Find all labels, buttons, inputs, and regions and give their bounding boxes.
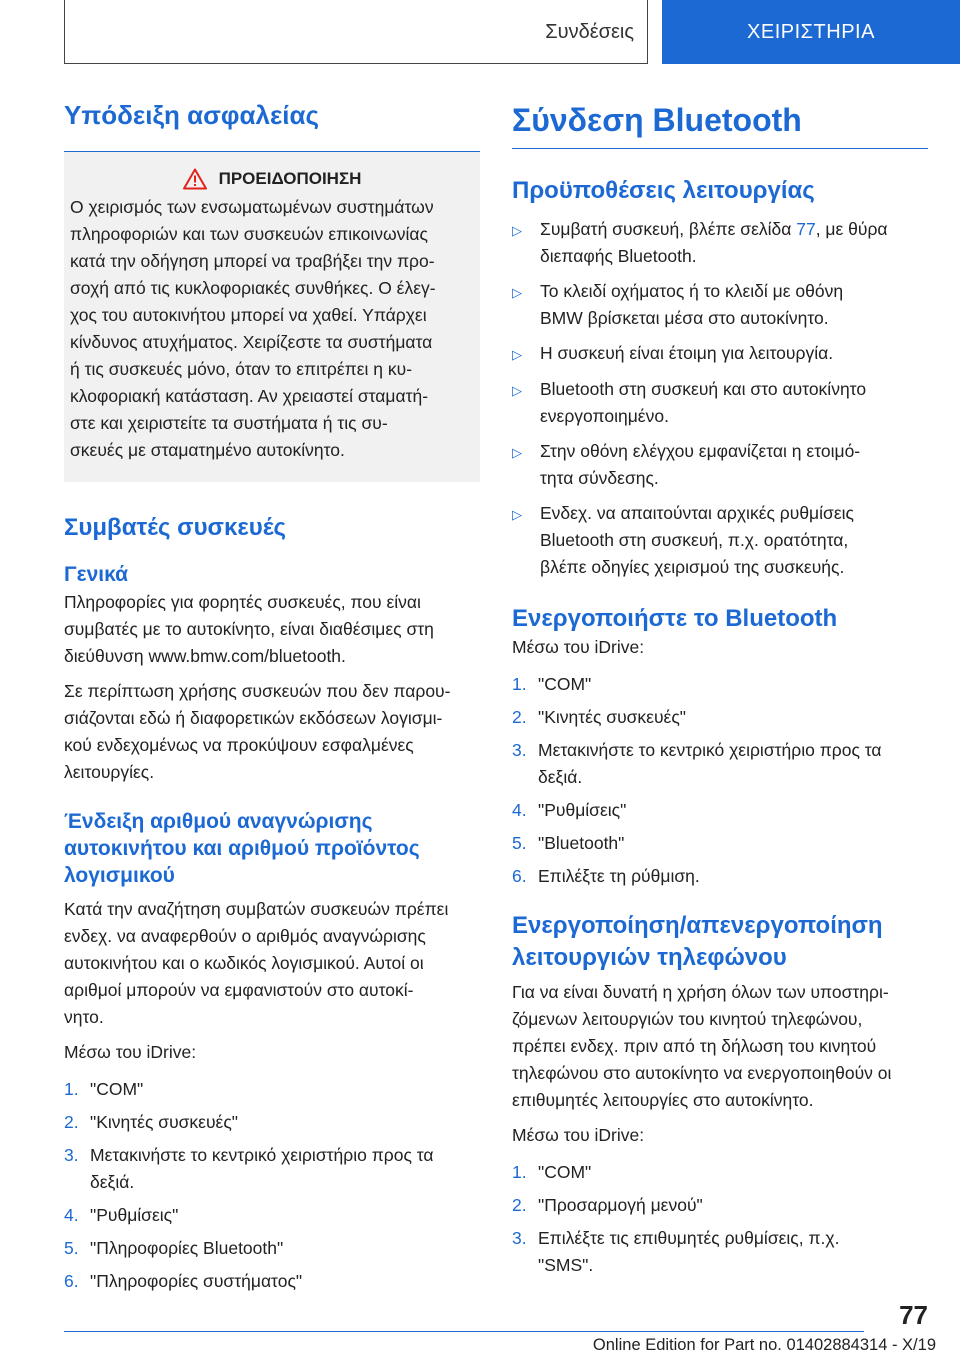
phone-steps-list: [512, 1159, 928, 1279]
list-item: ▷ Συμβατή συσκευή, βλέπε σελίδα 77, με θύρα διεπαφής Bluetooth.: [512, 216, 928, 270]
activate-title: Ενεργοποιήστε το Bluetooth: [512, 605, 838, 633]
warning-header: [70, 168, 474, 190]
id-title: Ένδειξη αριθμού αναγνώρισης αυτοκινήτου και αριθμού προϊόντος λογισμικού: [64, 809, 420, 888]
list-item: 1. "COM": [64, 1078, 144, 1099]
list-item: 3. Μετακινήστε το κεντρικό χειριστήριο προς τα δεξιά.: [512, 740, 882, 788]
header-chapter-tab[interactable]: ΧΕΙΡΙΣΤΗΡΙΑ: [662, 0, 960, 64]
list-item: ▷ Bluetooth στη συσκευή και στο αυτοκίνητο ενεργοποιημένο.: [512, 376, 928, 430]
list-item: 2. "Κινητές συσκευές": [512, 707, 687, 728]
triangle-right-icon: ▷: [512, 285, 522, 301]
list-item: 3. Επιλέξτε τις επιθυμητές ρυθμίσεις, π.χ. "SMS".: [512, 1227, 840, 1275]
edition-footer: Online Edition for Part no. 01402884314 - X/19: [592, 1336, 936, 1354]
prereq-title: Προϋποθέσεις λειτουργίας: [512, 177, 815, 204]
triangle-right-icon: ▷: [512, 347, 522, 363]
left-column: [64, 100, 480, 1301]
via-idrive-label: Μέσω του iDrive:: [64, 1041, 197, 1062]
footer-rule: [64, 1331, 864, 1332]
activate-steps-list: [512, 671, 928, 890]
via-idrive-label: Μέσω του iDrive:: [512, 1124, 645, 1145]
list-item: 4. "Ρυθμίσεις": [64, 1204, 179, 1225]
triangle-right-icon: ▷: [512, 445, 522, 461]
bluetooth-title: Σύνδεση Bluetooth: [512, 100, 928, 149]
list-item: ▷ Ενδεχ. να απαιτούνται αρχικές ρυθμίσεις Bluetooth στη συσκευή, π.χ. ορατότητα, βλέπε οδηγίες χειρισμού της συσκευής.: [512, 500, 928, 581]
list-item: 2. "Κινητές συσκευές": [64, 1111, 239, 1132]
compat-title: Συμβατές συσκευές: [64, 514, 286, 542]
page-number: 77: [899, 1300, 928, 1330]
list-item: 6. Επιλέξτε τη ρύθμιση.: [512, 866, 700, 887]
list-item: 1. "COM": [512, 1161, 592, 1182]
triangle-right-icon: ▷: [512, 383, 522, 399]
triangle-right-icon: ▷: [512, 507, 522, 523]
list-item: 4. "Ρυθμίσεις": [512, 800, 627, 821]
via-idrive-label: Μέσω του iDrive:: [512, 637, 645, 658]
id-paragraph: Κατά την αναζήτηση συμβατών συσκευών πρέπει ενδεχ. να αναφερθούν ο αριθμός αναγνώρισης αυτοκινήτου και ο κωδικός λογισμικού. Αυτοί οι αριθμοί μπορούν να εμφανιστούν στο αυτοκί- νητο.: [64, 898, 449, 1027]
general-paragraph-1: Πληροφορίες για φορητές συσκευές, που είναι συμβατές με το αυτοκίνητο, είναι διαθέσιμες στη διεύθυνση www.bmw.com/bluetooth.: [64, 591, 434, 666]
list-item: 1. "COM": [512, 674, 592, 695]
page-link[interactable]: 77: [796, 219, 816, 240]
warning-triangle-icon: [183, 168, 207, 190]
phone-paragraph: Για να είναι δυνατή η χρήση όλων των υποστηρι- ζόμενων λειτουργιών του κινητού τηλεφώνου, πρέπει ενδεχ. πριν από τη δήλωση του κινητού τηλεφώνου στο αυτοκίνητο να ενεργοποιηθούν οι επιθυμητές λειτουργίες στο αυτοκίνητο.: [512, 981, 892, 1110]
list-item: 3. Μετακινήστε το κεντρικό χειριστήριο προς τα δεξιά.: [64, 1144, 434, 1192]
right-column: [512, 100, 928, 1285]
list-item: 6. "Πληροφορίες συστήματος": [64, 1270, 303, 1291]
list-item: 5. "Πληροφορίες Bluetooth": [64, 1237, 284, 1258]
safety-title: Υπόδειξη ασφαλείας: [64, 100, 320, 130]
id-steps-list: [64, 1076, 480, 1295]
header-section-title: Συνδέσεις: [545, 20, 634, 43]
warning-box: [64, 152, 480, 482]
warning-label: ΠΡΟΕΙΔΟΠΟΙΗΣΗ: [218, 169, 362, 189]
general-paragraph-2: Σε περίπτωση χρήσης συσκευών που δεν παρου- σιάζονται εδώ ή διαφορετικών εκδόσεων λογισμι- κού ενδεχομένως να προκύψουν εσφαλμένες λειτουργίες.: [64, 680, 451, 782]
list-item: ▷ Η συσκευή είναι έτοιμη για λειτουργία.: [512, 340, 928, 368]
list-item: 2. "Προσαρμογή μενού": [512, 1194, 703, 1215]
prereq-list: [512, 216, 928, 581]
list-item: ▷ Στην οθόνη ελέγχου εμφανίζεται η ετοιμό- τητα σύνδεσης.: [512, 438, 928, 492]
phone-functions-title: Ενεργοποίηση/απενεργοποίηση λειτουργιών τηλεφώνου: [512, 912, 883, 971]
general-title: Γενικά: [64, 563, 129, 587]
warning-text: Ο χειρισμός των ενσωματωμένων συστημάτων πληροφοριών και των συσκευών επικοινωνίας κατά την οδήγηση μπορεί να τραβήξει την προ- σοχή από τις κυκλοφοριακές συνθήκες. Ο έλεγ- χος του αυτοκινήτου μπορεί να χαθεί. Υπάρχει κίνδυνος ατυχήματος. Χειρίζεστε τα συστήματα ή τις συσκευές μόνο, όταν το επιτρέπει η κυ- κλοφοριακή κατάσταση. Αν χρειαστεί σταματή- στε και χειριστείτε τα συστήματα ή τις συ- σκευές με σταματημένο αυτοκίνητο.: [70, 197, 436, 461]
triangle-right-icon: ▷: [512, 223, 522, 239]
list-item: 5. "Bluetooth": [512, 833, 625, 854]
list-item: ▷ Το κλειδί οχήματος ή το κλειδί με οθόνη BMW βρίσκεται μέσα στο αυτοκίνητο.: [512, 278, 928, 332]
